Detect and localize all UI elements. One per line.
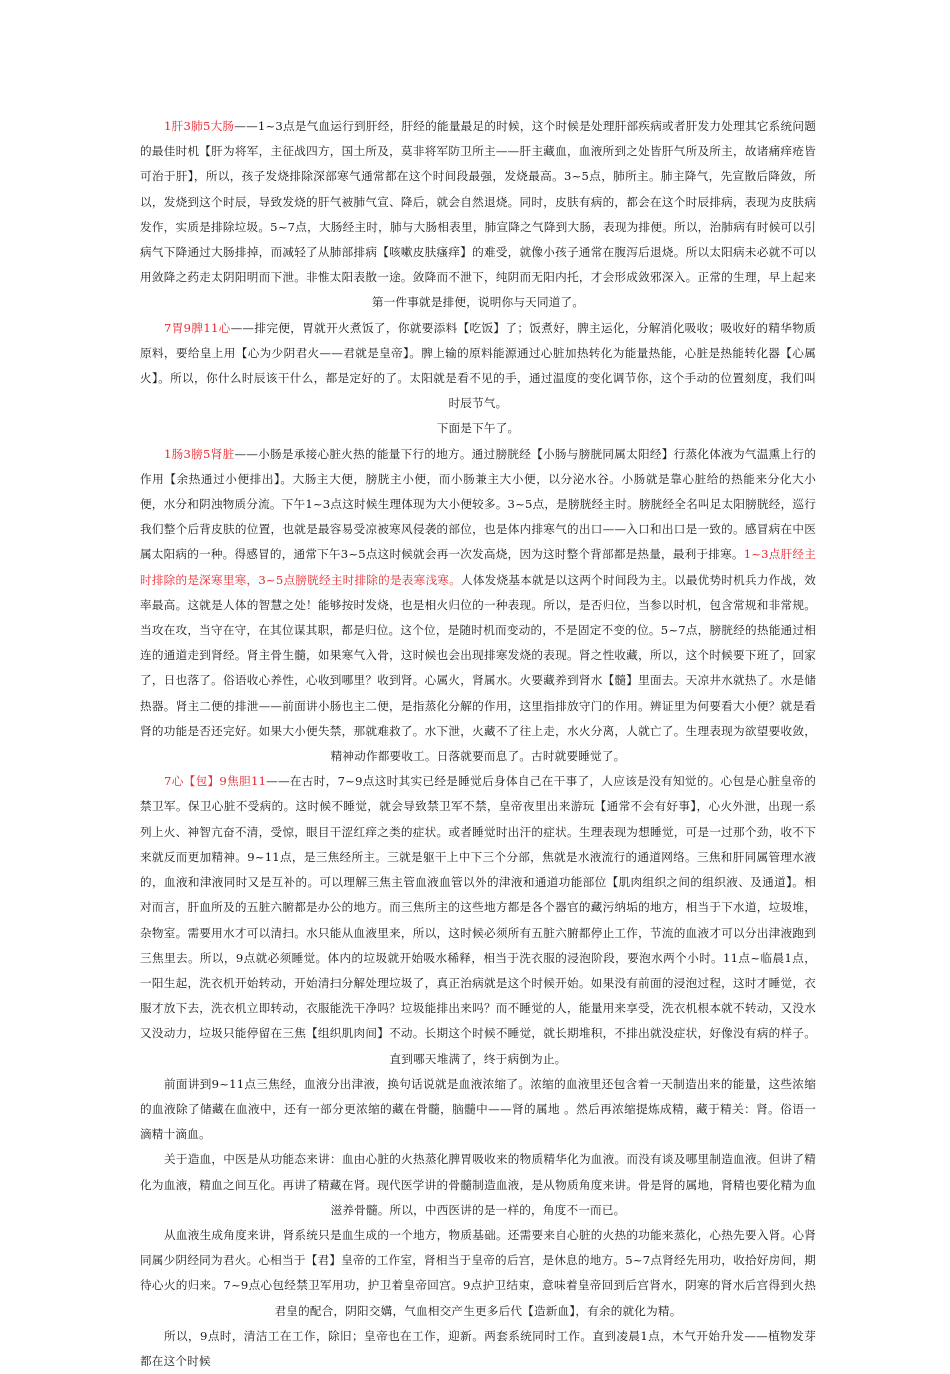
paragraph-2-heading: 7胃9脾11心 [164, 320, 231, 335]
paragraph-3-red-highlight: 1~3点肝经主时排除的是深寒里寒，3~5点膀胱经主时排除的是表寒浅寒。 [140, 547, 816, 587]
paragraph-5: 前面讲到9~11点三焦经，血液分出津液，换句话说就是血液浓缩了。浓缩的血液里还包含着一天制造出来的能量，这些浓缩的血液除了储藏在血液中，还有一部分更浓缩的藏在骨髓，脑髓中——肾的属地 。然后再浓缩提炼成精，藏于精关：肾。俗语一滴精十滴血。 [140, 1076, 816, 1142]
paragraph-1-body: ——1~3点是气血运行到肝经，肝经的能量最足的时候，这个时候是处理肝部疾病或者肝发力处理其它系统问题的最佳时机【肝为将军，主征战四方，国土所及，莫非将军防卫所主——肝主藏血，血液所到之处皆肝气所及所主，故诸痛痒疮皆可治于肝】，所以，孩子发烧排除深部寒气通常都在这个时间段最强，发烧最高。3~5点，肺所主。肺主降气，先宣散后降敛，所以，发烧到这个时辰，导致发烧的肝气被肺气宣、降后，就会自然退烧。同时，皮肤有病的，都会在这个时辰排病，表现为皮肤病发作，实质是排除垃圾。5~7点，大肠经主时，肺与大肠相表里，肺宣降之气降到大肠，表现为排便。所以，治肺病有时候可以引病气下降通过大肠排掉，而减轻了从肺部排病【咳嗽皮肤瘙痒】的难受，就像小孩子通常在腹泻后退烧。所以太阳病未必就不可以用敛降之药走太阴阳明而下泄。非惟太阳表散一途。敛降而不泄下，纯阴而无阳内托，才会形成敛邪深入。正常的生理，早上起来第一件事就是排便，说明你与天同道了。 [140, 119, 816, 310]
paragraph-4 [140, 769, 816, 1071]
document-page [140, 114, 816, 1374]
paragraph-2-body: ——排完便，胃就开火煮饭了，你就要添料【吃饭】了；饭煮好，脾主运化，分解消化吸收；吸收好的精华物质原料，要给皇上用【心为少阴君火——君就是皇帝】。脾上输的原料能源通过心脏加热转化为能量热能，心脏是热能转化器【心属火】。所以，你什么时辰该干什么，都是定好的了。太阳就是看不见的手，通过温度的变化调节你，这个手动的位置刻度，我们叫时辰节气。 [140, 320, 816, 411]
paragraph-4-heading: 7心【包】9焦胆11 [164, 774, 267, 789]
paragraph-2 [140, 316, 816, 417]
paragraph-4-body: ——在古时，7~9点这时其实已经是睡觉后身体自己在干事了，人应该是没有知觉的。心包是心脏皇帝的禁卫军。保卫心脏不受病的。这时候不睡觉，就会导致禁卫军不禁，皇帝夜里出来游玩【通常不会有好事】，心火外泄，出现一系列上火、神智亢奋不清，受惊，眼目干涩红痒之类的症状。或者睡觉时出汗的症状。生理表现为想睡觉，可是一过那个劲，收不下来就反而更加精神。9~11点，是三焦经所主。三就是躯干上中下三个分部，焦就是水液流行的通道网络。三焦和肝同属管理水液的，血液和津液同时又是互补的。可以理解三焦主管血液血管以外的津液和通道功能部位【肌肉组织之间的组织液、及通道】。相对而言，肝血所及的五脏六腑都是办公的地方。而三焦所主的这些地方都是各个器官的藏污纳垢的地方，相当于下水道，垃圾堆，杂物室。需要用水才可以清扫。水只能从血液里来，所以，这时候必须所有五脏六腑都停止工作，节流的血液才可以分出津液跑到三焦里去。所以，9点就必须睡觉。体内的垃圾就开始吸水稀释，相当于洗衣服的浸泡阶段，要泡水两个小时。11点~临晨1点，一阳生起，洗衣机开始转动，开始清扫分解处理垃圾了，真正治病就是这个时候开始。如果没有前面的浸泡过程，这时才睡觉，衣服才放下去，洗衣机立即转动，衣服能洗干净吗？垃圾能排出来吗？而不睡觉的人，能量用来享受，洗衣机根本就不转动，又没水又没动力，垃圾只能停留在三焦【组织肌肉间】不动。长期这个时候不睡觉，就长期堆积，不排出就没症状，好像没有病的样子。直到哪天堆满了，终于病倒为止。 [140, 774, 816, 1066]
paragraph-8: 所以，9点时，清洁工在工作，除旧；皇帝也在工作，迎新。两套系统同时工作。直到凌晨1点，木气开始升发——植物发芽都在这个时候 [140, 1328, 816, 1368]
paragraph-3 [140, 442, 816, 770]
afternoon-subheading: 下面是下午了。 [436, 421, 520, 436]
paragraph-3-heading: 1肠3膀5肾脏 [164, 446, 235, 461]
paragraph-7: 从血液生成角度来讲，肾系统只是血生成的一个地方，物质基础。还需要来自心脏的火热的功能来蒸化，心热先要入肾。心肾同属少阴经同为君火。心相当于【君】皇帝的工作室，肾相当于皇帝的后宫，是休息的地方。5~7点肾经先用功，收拾好房间，期待心火的归来。7~9点心包经禁卫军用功，护卫着皇帝回宫。9点护卫结束，意味着皇帝回到后宫肾水，阴寒的肾水后宫得到火热君皇的配合，阴阳交媾，气血相交产生更多后代【造新血】，有余的就化为精。 [140, 1227, 816, 1318]
paragraph-3-body-after: 人体发烧基本就是以这两个时间段为主。以最优势时机兵力作战，效率最高。这就是人体的智慧之处！能够按时发烧，也是相火归位的一种表现。所以，是否归位，当参以时机，包含常规和非常规。当攻在攻，当守在守，在其位谋其职，都是归位。这个位，是随时机而变动的，不是固定不变的位。5~7点，膀胱经的热能通过相连的通道走到肾经。肾主骨生髓，如果寒气入骨，这时候也会出现排寒发烧的表现。肾之性收藏，所以，这个时候要下班了，回家了，日也落了。俗语收心养性，心收到哪里？收到肾。心属火，肾属水。火要藏养到肾水【髓】里面去。天凉井水就热了。水是储热器。肾主二便的排泄——前面讲小肠也主二便，是指蒸化分解的作用，这里指排放守门的作用。辨证里为何要看大小便？就是看肾的功能是否还完好。如果大小便失禁，那就难救了。水下泄，火藏不了往上走，水火分离，人就亡了。生理表现为欲望要收敛，精神动作都要收工。日落就要而息了。古时就要睡觉了。 [140, 572, 816, 764]
paragraph-1 [140, 114, 816, 316]
paragraph-6: 关于造血，中医是从功能态来讲：血由心脏的火热蒸化脾胃吸收来的物质精华化为血液。而没有谈及哪里制造血液。但讲了精化为血液，精血之间互化。再讲了精藏在肾。现代医学讲的骨髓制造血液，是从物质角度来讲。骨是肾的属地，肾精也要化精为血滋养骨髓。所以，中西医讲的是一样的，角度不一而已。 [140, 1152, 816, 1217]
paragraph-1-heading: 1肝3肺5大肠 [164, 119, 235, 133]
paragraph-3-body-before: ——小肠是承接心脏火热的能量下行的地方。通过膀胱经【小肠与膀胱同属太阳经】行蒸化体液为气温熏上行的作用【余热通过小便排出】。大肠主大便，膀胱主小便，而小肠兼主大小便，以分泌水谷。小肠就是靠心脏给的热能来分化大小便，水分和阴浊物质分流。下午1~3点这时候生理体现为大小便较多。3~5点，是膀胱经主时。膀胱经全名叫足太阳膀胱经，巡行我们整个后背皮肤的位置，也就是最容易受凉被寒风侵袭的部位，也是体内排寒气的出口——入口和出口是一致的。感冒病在中医属太阳病的一种。得感冒的，通常下午3~5点这时候就会再一次发高烧，因为这时整个背部都是热量，最利于排寒。 [140, 446, 816, 562]
